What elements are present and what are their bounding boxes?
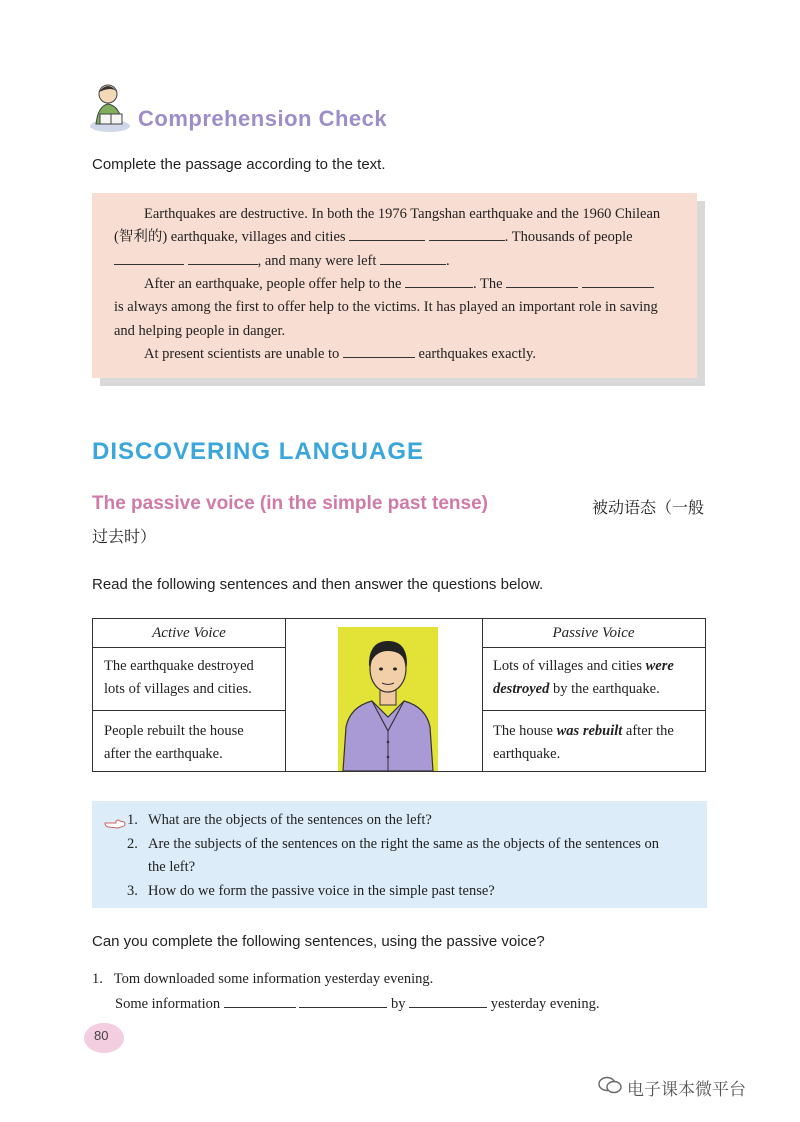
question-2: Are the subjects of the sentences on the right the same as the objects of the sentences on the left? bbox=[148, 836, 659, 875]
blank[interactable] bbox=[349, 228, 425, 241]
passage-box bbox=[92, 193, 697, 378]
blank[interactable] bbox=[224, 995, 296, 1008]
passage-line: After an earthquake, people offer help to the . The bbox=[114, 273, 684, 297]
read-instruction: Read the following sentences and then answer the questions below. bbox=[92, 576, 544, 593]
passive-sentence-1: Lots of villages and cities were destroyed by the earthquake. bbox=[493, 658, 674, 697]
blank[interactable] bbox=[429, 228, 505, 241]
question-3-number: 3. bbox=[127, 883, 138, 899]
passage-line: At present scientists are unable to earthquakes exactly. bbox=[144, 346, 536, 362]
passage-line: Earthquakes are destructive. In both the 1976 Tangshan earthquake and the 1960 Chilean bbox=[144, 206, 661, 222]
watermark-text: 电子课本微平台 bbox=[627, 1080, 746, 1099]
passive-voice-subtitle-cn: 被动语态（一般 bbox=[592, 500, 705, 517]
man-illustration bbox=[338, 627, 438, 771]
exercise-item-1-prompt: Some information by yesterday evening. bbox=[115, 996, 600, 1012]
comprehension-instruction: Complete the passage according to the text. bbox=[92, 156, 386, 173]
blank[interactable] bbox=[409, 995, 487, 1008]
page-number: 80 bbox=[94, 1028, 109, 1043]
wechat-icon bbox=[597, 1075, 623, 1100]
questions-box bbox=[92, 801, 707, 908]
table-divider bbox=[93, 647, 285, 648]
active-sentence-1: The earthquake destroyed lots of villages and cities. bbox=[104, 658, 254, 697]
question-1-number: 1. bbox=[127, 812, 138, 828]
passive-voice-subtitle-cn-cont: 过去时） bbox=[92, 529, 157, 546]
passage-line: , and many were left . bbox=[114, 250, 684, 274]
passage-line: (智利的) earthquake, villages and cities . Thousands of people bbox=[114, 229, 633, 245]
question-1: What are the objects of the sentences on the left? bbox=[148, 812, 432, 828]
blank[interactable] bbox=[506, 275, 578, 288]
reading-student-icon bbox=[88, 80, 136, 136]
pointing-hand-icon bbox=[104, 817, 126, 835]
table-divider bbox=[482, 647, 705, 648]
passage-line: is always among the first to offer help to the victims. It has played an important role in saving bbox=[114, 299, 658, 315]
exercise-instruction: Can you complete the following sentences, using the passive voice? bbox=[92, 933, 545, 950]
blank[interactable] bbox=[299, 995, 387, 1008]
question-3: How do we form the passive voice in the simple past tense? bbox=[148, 883, 495, 899]
question-2-number: 2. bbox=[127, 836, 138, 852]
passage-line: and helping people in danger. bbox=[114, 323, 286, 339]
table-divider bbox=[285, 619, 286, 771]
discovering-language-title: DISCOVERING LANGUAGE bbox=[92, 438, 425, 465]
blank[interactable] bbox=[188, 252, 258, 265]
blank[interactable] bbox=[582, 275, 654, 288]
passive-sentence-2: The house was rebuilt after the earthquake. bbox=[493, 723, 674, 762]
passive-voice-subtitle: The passive voice (in the simple past tense) bbox=[92, 493, 488, 514]
passive-voice-header: Passive Voice bbox=[552, 625, 635, 641]
active-voice-header: Active Voice bbox=[152, 625, 226, 641]
blank[interactable] bbox=[114, 252, 184, 265]
blank[interactable] bbox=[380, 252, 446, 265]
blank[interactable] bbox=[343, 345, 415, 358]
blank[interactable] bbox=[405, 275, 473, 288]
exercise-item-1: 1. Tom downloaded some information yesterday evening. bbox=[92, 971, 434, 987]
table-divider bbox=[93, 710, 285, 711]
active-sentence-2: People rebuilt the house after the earthquake. bbox=[104, 723, 244, 762]
comprehension-check-title: Comprehension Check bbox=[138, 106, 388, 131]
table-divider bbox=[482, 710, 705, 711]
